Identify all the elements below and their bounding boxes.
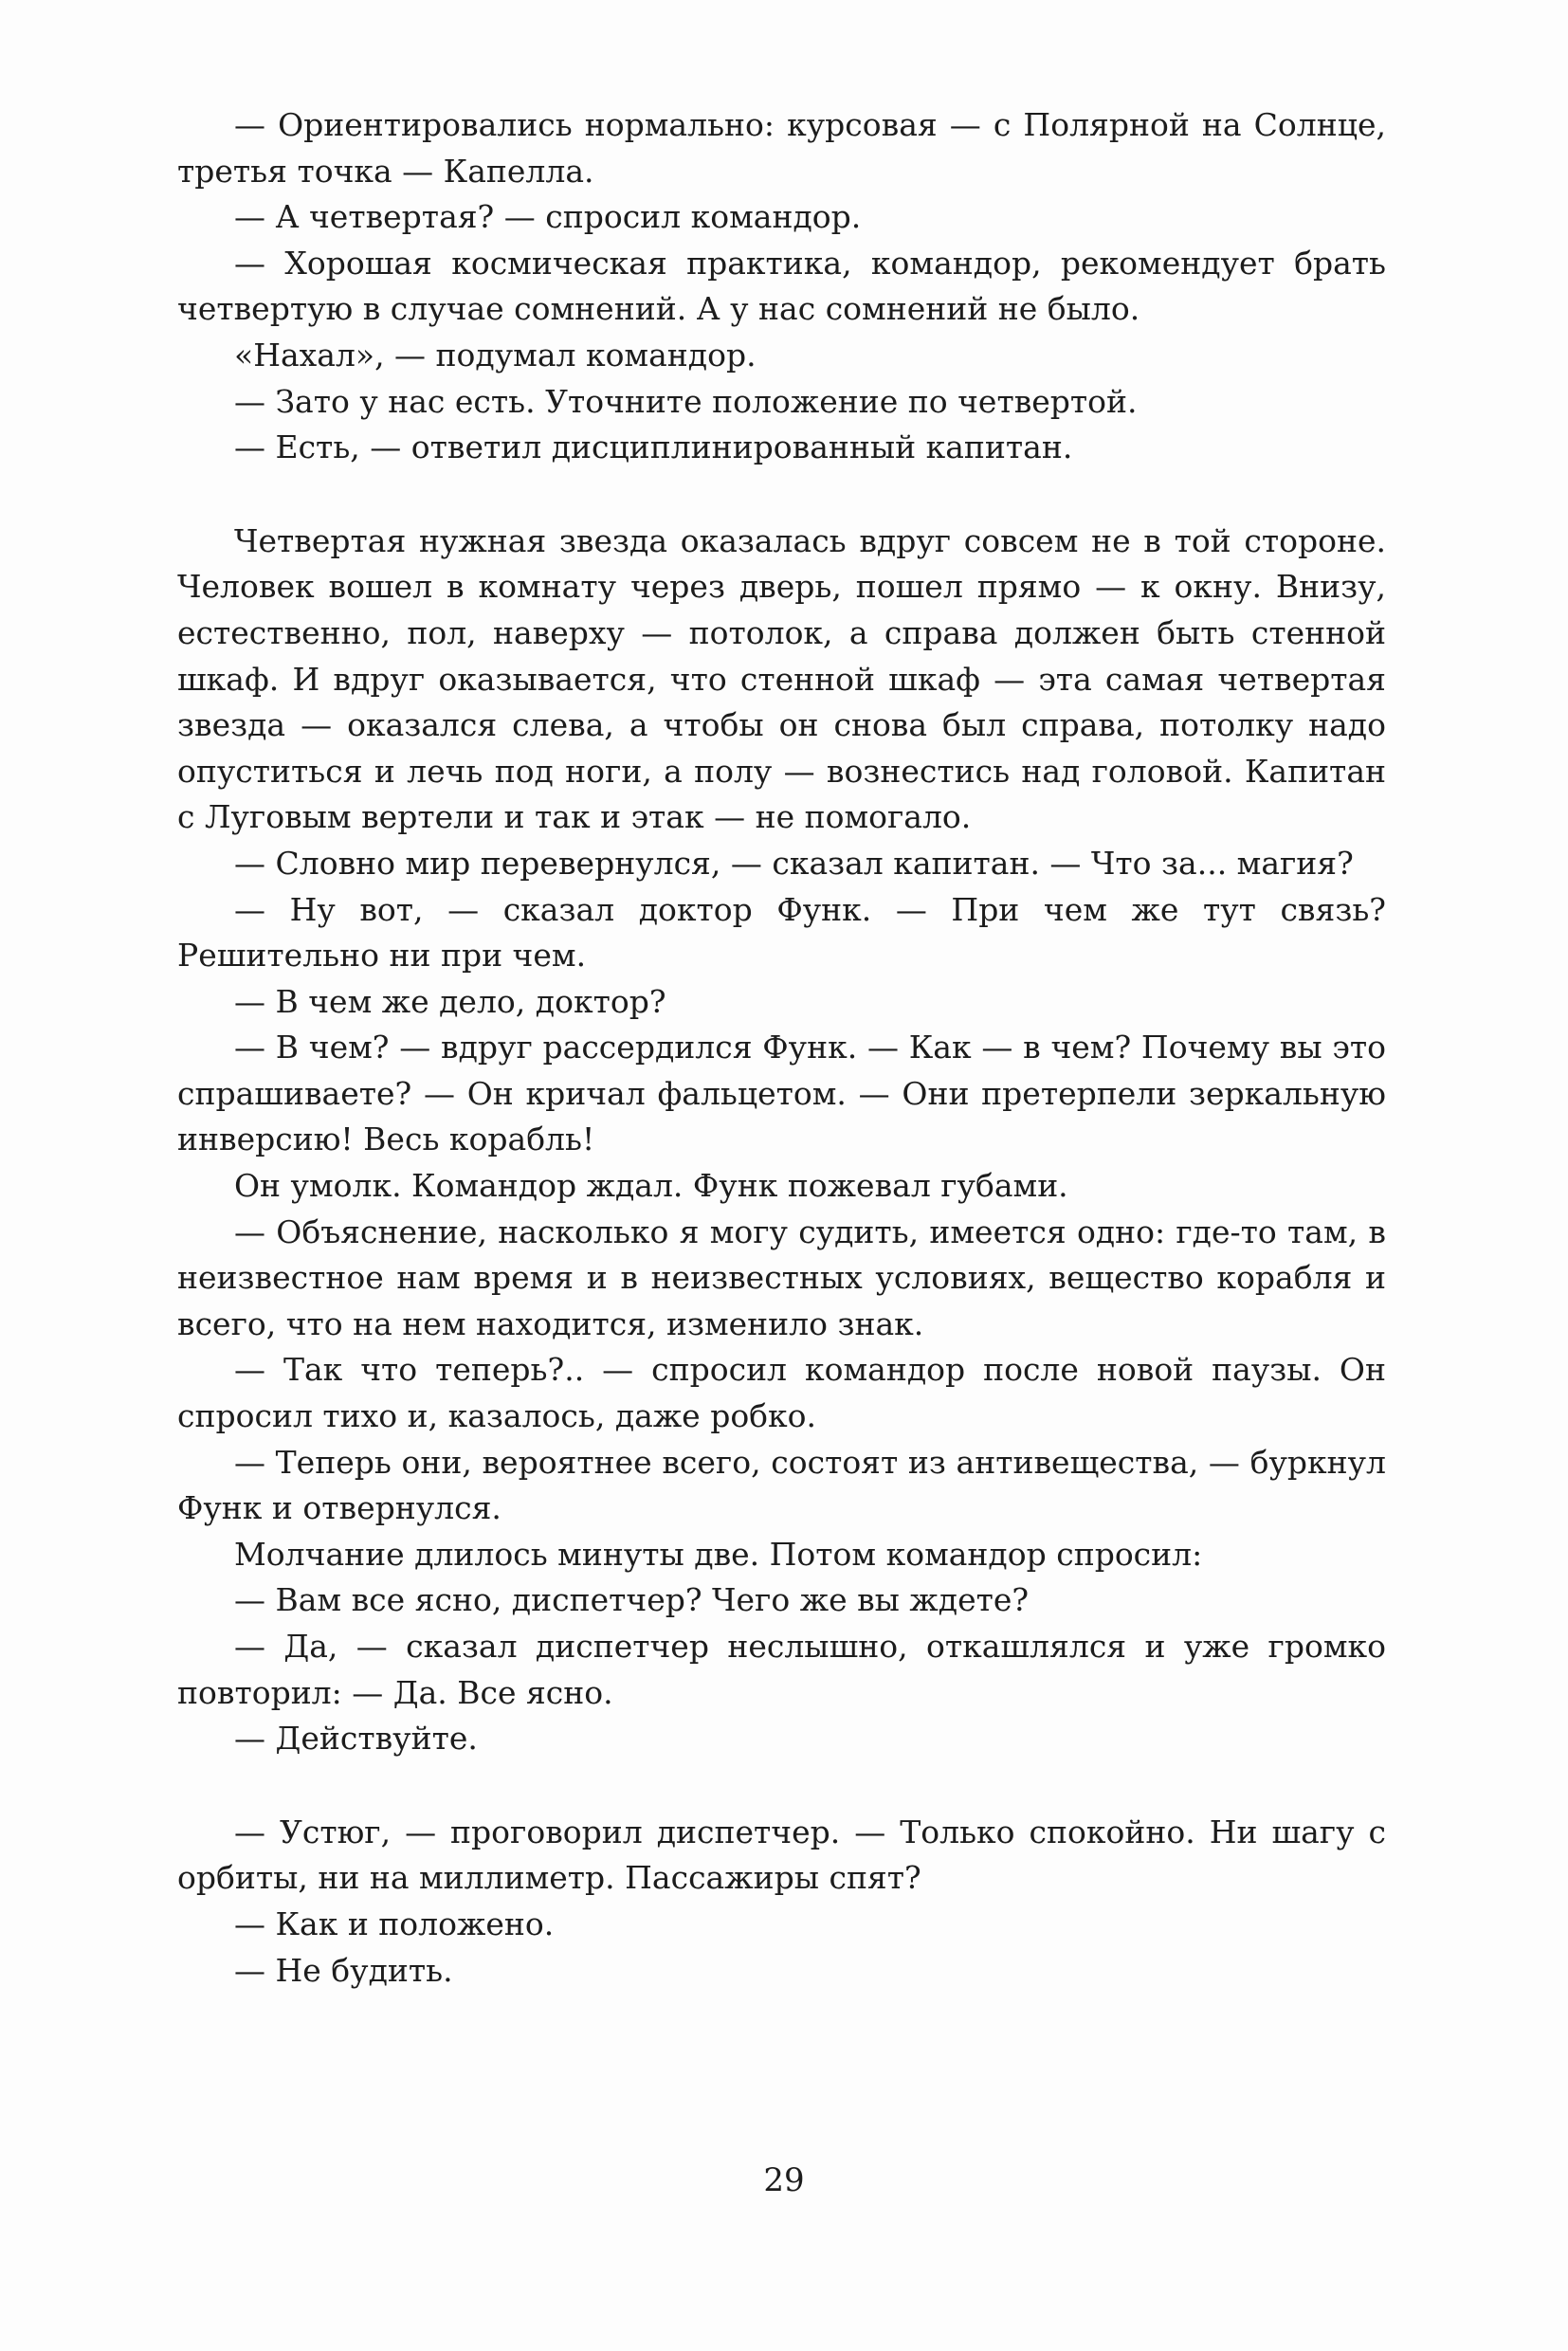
paragraph: — Устюг, — проговорил диспетчер. — Только спокойно. Ни шагу с орбиты, ни на миллиметр. Пассажиры спят? xyxy=(177,1813,1386,1897)
paragraph: — Не будить. xyxy=(234,1951,453,1989)
paragraph: Он умолк. Командор ждал. Функ пожевал губами. xyxy=(234,1167,1068,1205)
page-number: 29 xyxy=(763,2161,805,2199)
paragraph: — Есть, — ответил дисциплинированный капитан. xyxy=(234,428,1073,466)
paragraph: — В чем? — вдруг рассердился Функ. — Как — в чем? Почему вы это спрашиваете? — Он кричал фальцетом. — Они претерпели зеркальную инверсию! Весь корабль! xyxy=(177,1029,1386,1158)
paragraph: Четвертая нужная звезда оказалась вдруг совсем не в той стороне. Человек вошел в комнату через дверь, пошел прямо — к окну. Внизу, естественно, пол, наверху — потолок, а справа должен быть стенной шкаф. И вдруг оказывается, что стенной шкаф — эта самая четвертая звезда — оказался слева, а чтобы он снова был справа, потолку надо опуститься и лечь под ноги, а полу — вознестись над головой. Капитан с Луговым вертели и так и этак — не помогало. xyxy=(177,521,1386,836)
paragraph: — Вам все ясно, диспетчер? Чего же вы ждете? xyxy=(234,1581,1030,1619)
paragraph: — Теперь они, вероятнее всего, состоят из антивещества, — буркнул Функ и отвернулся. xyxy=(177,1443,1386,1527)
paragraph: — Ну вот, — сказал доктор Функ. — При чем же тут связь? Решительно ни при чем. xyxy=(177,890,1386,975)
paragraph: — Зато у нас есть. Уточните положение по четвертой. xyxy=(234,382,1138,420)
paragraph: — Ориентировались нормально: курсовая — с Полярной на Солнце, третья точка — Капелла. xyxy=(177,106,1386,190)
section-break xyxy=(177,471,1386,519)
page-text xyxy=(177,102,1386,1994)
paragraph: — Да, — сказал диспетчер неслышно, откашлялся и уже громко повторил: — Да. Все ясно. xyxy=(177,1628,1386,1711)
paragraph: Молчание длилось минуты две. Потом командор спросил: xyxy=(234,1535,1203,1573)
paragraph: — Так что теперь?.. — спросил командор после новой паузы. Он спросил тихо и, казалось, даже робко. xyxy=(177,1351,1386,1435)
paragraph: — В чем же дело, доктор? xyxy=(234,982,666,1020)
paragraph: — Как и положено. xyxy=(234,1904,555,1942)
paragraph: «Нахал», — подумал командор. xyxy=(234,336,757,374)
section-break xyxy=(177,1762,1386,1810)
paragraph: — Словно мир перевернулся, — сказал капитан. — Что за... магия? xyxy=(234,844,1354,882)
paragraph: — А четвертая? — спросил командор. xyxy=(234,198,862,236)
paragraph: — Объяснение, насколько я могу судить, имеется одно: где-то там, в неизвестное нам время и в неизвестных условиях, вещество корабля и всего, что на нем находится, изменило знак. xyxy=(177,1212,1386,1342)
paragraph: — Хорошая космическая практика, командор, рекомендует брать четвертую в случае сомнений. А у нас сомнений не было. xyxy=(177,244,1386,328)
paragraph: — Действуйте. xyxy=(234,1720,478,1758)
